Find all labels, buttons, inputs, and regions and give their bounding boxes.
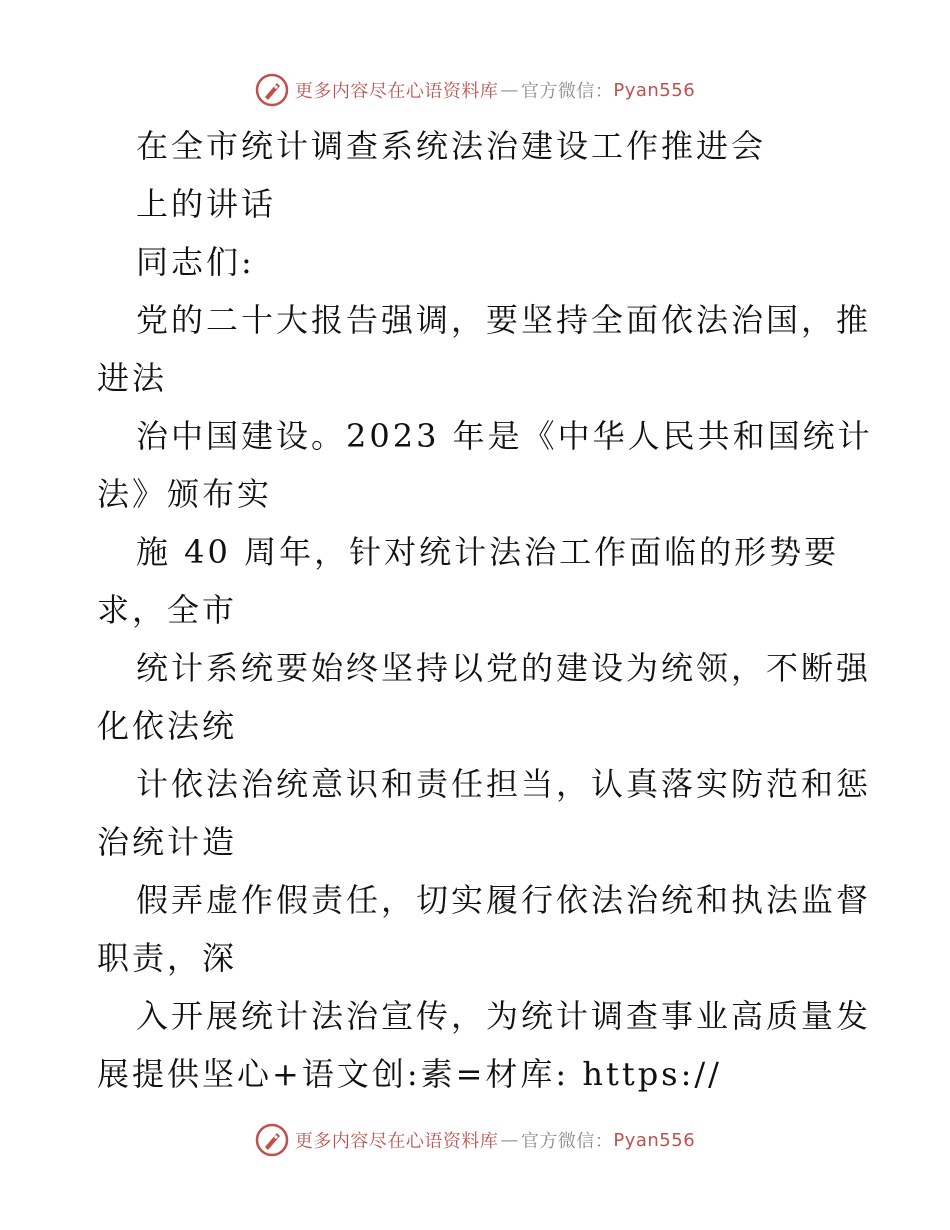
pen-nib-logo-icon [255, 1123, 289, 1157]
paragraph-line: 化依法统 [97, 707, 238, 745]
document-title-line-1: 在全市统计调查系统法治建设工作推进会 [136, 127, 767, 165]
paragraph-line: 计依法治统意识和责任担当，认真落实防范和惩 [136, 765, 872, 803]
paragraph-line: 展提供坚心+语文创:素=材库: https:// [97, 1055, 722, 1093]
watermark-footer [0, 1120, 950, 1160]
watermark-site-text: 更多内容尽在心语资料库 [294, 81, 499, 102]
paragraph-line: 治中国建设。2023 年是《中华人民共和国统计 [136, 417, 873, 455]
paragraph-line: 治统计造 [97, 823, 238, 861]
paragraph-line: 统计系统要始终坚持以党的建设为统领，不断强 [136, 649, 872, 687]
watermark-contact: Pyan556 [613, 1129, 696, 1151]
paragraph-line: 党的二十大报告强调，要坚持全面依法治国，推 [136, 301, 872, 339]
watermark-contact: Pyan556 [613, 79, 696, 101]
paragraph-line: 求，全市 [97, 591, 238, 629]
paragraph-line: 施 40 周年，针对统计法治工作面临的形势要 [136, 533, 840, 571]
watermark-separator: — [500, 79, 519, 101]
pen-nib-logo-icon [255, 73, 289, 107]
watermark-site-text: 更多内容尽在心语资料库 [294, 1131, 499, 1152]
watermark-separator: — [500, 1129, 519, 1151]
document-title-line-2: 上的讲话 [136, 185, 277, 223]
paragraph-line: 职责，深 [97, 939, 238, 977]
paragraph-line: 进法 [97, 359, 168, 397]
watermark-label: 官方微信： [520, 81, 614, 102]
paragraph-line: 法》颁布实 [97, 475, 273, 513]
paragraph-line: 入开展统计法治宣传，为统计调查事业高质量发 [136, 997, 872, 1035]
salutation: 同志们: [136, 243, 255, 281]
watermark-label: 官方微信： [520, 1131, 614, 1152]
watermark-header [0, 70, 950, 110]
paragraph-line: 假弄虚作假责任，切实履行依法治统和执法监督 [136, 881, 872, 919]
